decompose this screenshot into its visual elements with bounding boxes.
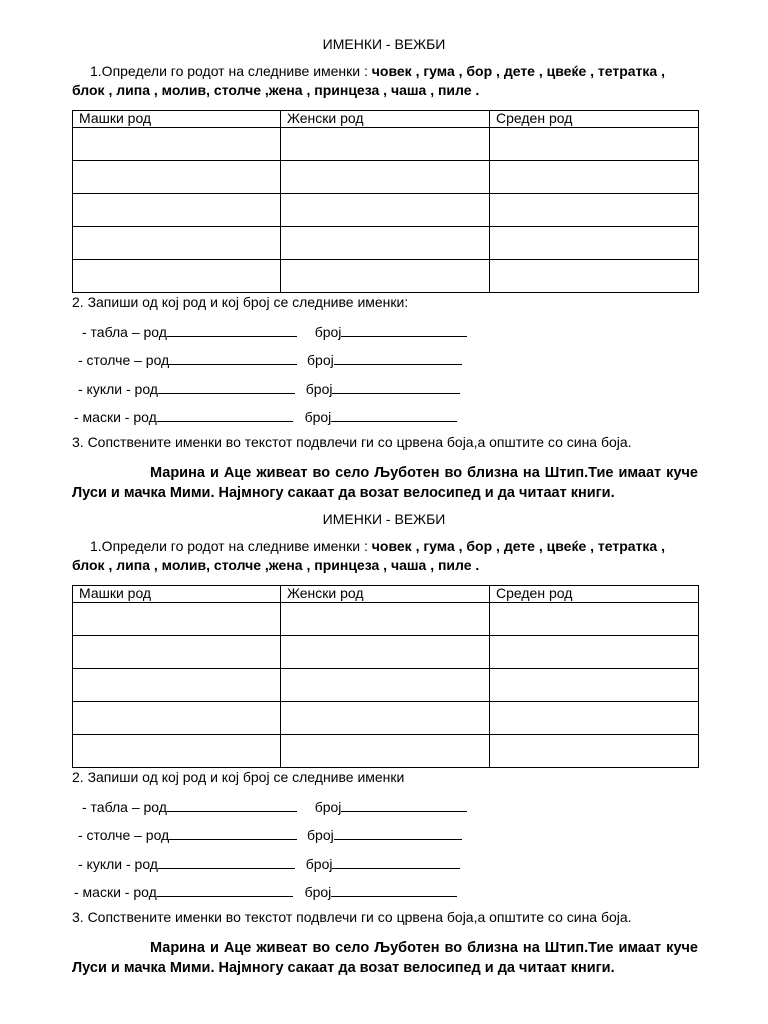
number-blank[interactable] xyxy=(341,322,467,337)
fill-row-maski xyxy=(74,882,457,900)
table-cell[interactable] xyxy=(490,227,699,260)
table-cell[interactable] xyxy=(73,161,281,194)
table-row xyxy=(73,161,699,194)
number-blank[interactable] xyxy=(332,854,460,869)
table-cell[interactable] xyxy=(490,669,699,702)
table-row xyxy=(73,128,699,161)
worksheet-title: ИМЕНКИ - ВЕЖБИ xyxy=(322,511,446,527)
table-cell[interactable] xyxy=(281,702,490,735)
header-feminine: Женски род xyxy=(281,586,490,603)
table-cell[interactable] xyxy=(281,194,490,227)
fill-row-stolche xyxy=(78,350,462,368)
fill-row-kukli xyxy=(78,379,460,397)
table-row xyxy=(73,735,699,768)
table-cell[interactable] xyxy=(490,260,699,293)
fill-row-tabla xyxy=(82,797,467,815)
table-cell[interactable] xyxy=(490,735,699,768)
gender-blank[interactable] xyxy=(169,825,297,840)
table-cell[interactable] xyxy=(73,128,281,161)
fill-row-noun: - кукли - род xyxy=(78,856,158,872)
fill-row-noun: - маски - род xyxy=(74,409,157,425)
number-blank[interactable] xyxy=(331,882,457,897)
number-blank[interactable] xyxy=(334,825,462,840)
table-row xyxy=(73,636,699,669)
fill-row-kukli xyxy=(78,854,460,872)
table-row xyxy=(73,194,699,227)
fill-row-tabla xyxy=(82,322,467,340)
fill-row-number-label: број xyxy=(305,381,333,397)
story-text: Марина и Аце живеат во село Љуботен во близна на Штип.Тие имаат куче Луси и мачка Мими. Најмногу сакаат да возат велосипед и да читаат книги. xyxy=(72,940,698,976)
table-cell[interactable] xyxy=(490,128,699,161)
fill-row-noun: - столче – род xyxy=(78,352,170,368)
fill-row-number-label: број xyxy=(314,799,342,815)
fill-row-noun: - кукли - род xyxy=(78,381,158,397)
number-blank[interactable] xyxy=(341,797,467,812)
task-1-instructions xyxy=(72,537,682,575)
table-cell[interactable] xyxy=(281,128,490,161)
table-cell[interactable] xyxy=(73,260,281,293)
table-cell[interactable] xyxy=(490,161,699,194)
table-cell[interactable] xyxy=(73,603,281,636)
task-1-noun-list: човек , гума , бор , дете , цвеќе , тетратка , блок , липа , молив, столче ,жена , принцеза , чаша , пиле . xyxy=(72,538,665,573)
story-paragraph xyxy=(72,938,698,978)
table-cell[interactable] xyxy=(281,603,490,636)
table-cell[interactable] xyxy=(490,194,699,227)
table-cell[interactable] xyxy=(281,735,490,768)
gender-blank[interactable] xyxy=(158,854,295,869)
table-cell[interactable] xyxy=(73,636,281,669)
task-1-prompt: 1.Определи го родот на следниве именки : xyxy=(90,63,372,79)
table-row xyxy=(73,603,699,636)
gender-table-header xyxy=(73,586,699,603)
table-row xyxy=(73,669,699,702)
table-cell[interactable] xyxy=(281,260,490,293)
task-3-prompt: 3. Сопствените именки во текстот подвлечи ги со црвена боја,а општите со сина боја. xyxy=(72,434,632,450)
table-row xyxy=(73,227,699,260)
fill-row-noun: - маски - род xyxy=(74,884,157,900)
header-neuter: Среден род xyxy=(490,586,699,603)
table-cell[interactable] xyxy=(73,194,281,227)
task-3-prompt: 3. Сопствените именки во текстот подвлечи ги со црвена боја,а општите со сина боја. xyxy=(72,909,632,925)
task-2-prompt: 2. Запиши од кој род и кој број се следниве именки xyxy=(72,769,405,785)
table-cell[interactable] xyxy=(281,161,490,194)
fill-row-maski xyxy=(74,407,457,425)
gender-blank[interactable] xyxy=(167,322,297,337)
task-1-prompt: 1.Определи го родот на следниве именки : xyxy=(90,538,372,554)
number-blank[interactable] xyxy=(331,407,457,422)
gender-blank[interactable] xyxy=(158,379,295,394)
fill-row-stolche xyxy=(78,825,462,843)
fill-row-number-label: број xyxy=(304,409,332,425)
header-neuter: Среден род xyxy=(490,111,699,128)
header-masculine: Машки род xyxy=(73,111,281,128)
gender-table xyxy=(72,585,699,768)
fill-row-noun: - табла – род xyxy=(82,324,167,340)
task-1-noun-list: човек , гума , бор , дете , цвеќе , тетратка , блок , липа , молив, столче ,жена , принцеза , чаша , пиле . xyxy=(72,63,665,98)
gender-blank[interactable] xyxy=(169,350,297,365)
table-cell[interactable] xyxy=(73,735,281,768)
fill-row-noun: - табла – род xyxy=(82,799,167,815)
table-row xyxy=(73,260,699,293)
table-cell[interactable] xyxy=(73,669,281,702)
gender-table-header xyxy=(73,111,699,128)
fill-row-number-label: број xyxy=(304,884,332,900)
table-cell[interactable] xyxy=(281,636,490,669)
table-cell[interactable] xyxy=(490,603,699,636)
header-masculine: Машки род xyxy=(73,586,281,603)
fill-row-number-label: број xyxy=(314,324,342,340)
gender-blank[interactable] xyxy=(157,407,293,422)
header-feminine: Женски род xyxy=(281,111,490,128)
gender-blank[interactable] xyxy=(157,882,293,897)
worksheet-title: ИМЕНКИ - ВЕЖБИ xyxy=(322,36,446,52)
number-blank[interactable] xyxy=(332,379,460,394)
fill-row-number-label: број xyxy=(307,352,334,368)
table-cell[interactable] xyxy=(73,702,281,735)
gender-table xyxy=(72,110,699,293)
worksheet-copy-2 xyxy=(0,475,768,976)
table-cell[interactable] xyxy=(281,669,490,702)
number-blank[interactable] xyxy=(334,350,462,365)
task-2-prompt: 2. Запиши од кој род и кој број се следниве именки: xyxy=(72,294,409,310)
table-cell[interactable] xyxy=(490,636,699,669)
table-cell[interactable] xyxy=(73,227,281,260)
fill-row-number-label: број xyxy=(307,827,334,843)
task-1-instructions xyxy=(72,62,682,100)
worksheet-copy-1 xyxy=(0,0,768,501)
table-row xyxy=(73,702,699,735)
table-cell[interactable] xyxy=(281,227,490,260)
story-text: Марина и Аце живеат во село Љуботен во близна на Штип.Тие имаат куче Луси и мачка Мими. Најмногу сакаат да возат велосипед и да читаат книги. xyxy=(72,465,698,501)
table-cell[interactable] xyxy=(490,702,699,735)
fill-row-noun: - столче – род xyxy=(78,827,170,843)
gender-blank[interactable] xyxy=(167,797,297,812)
fill-row-number-label: број xyxy=(305,856,333,872)
